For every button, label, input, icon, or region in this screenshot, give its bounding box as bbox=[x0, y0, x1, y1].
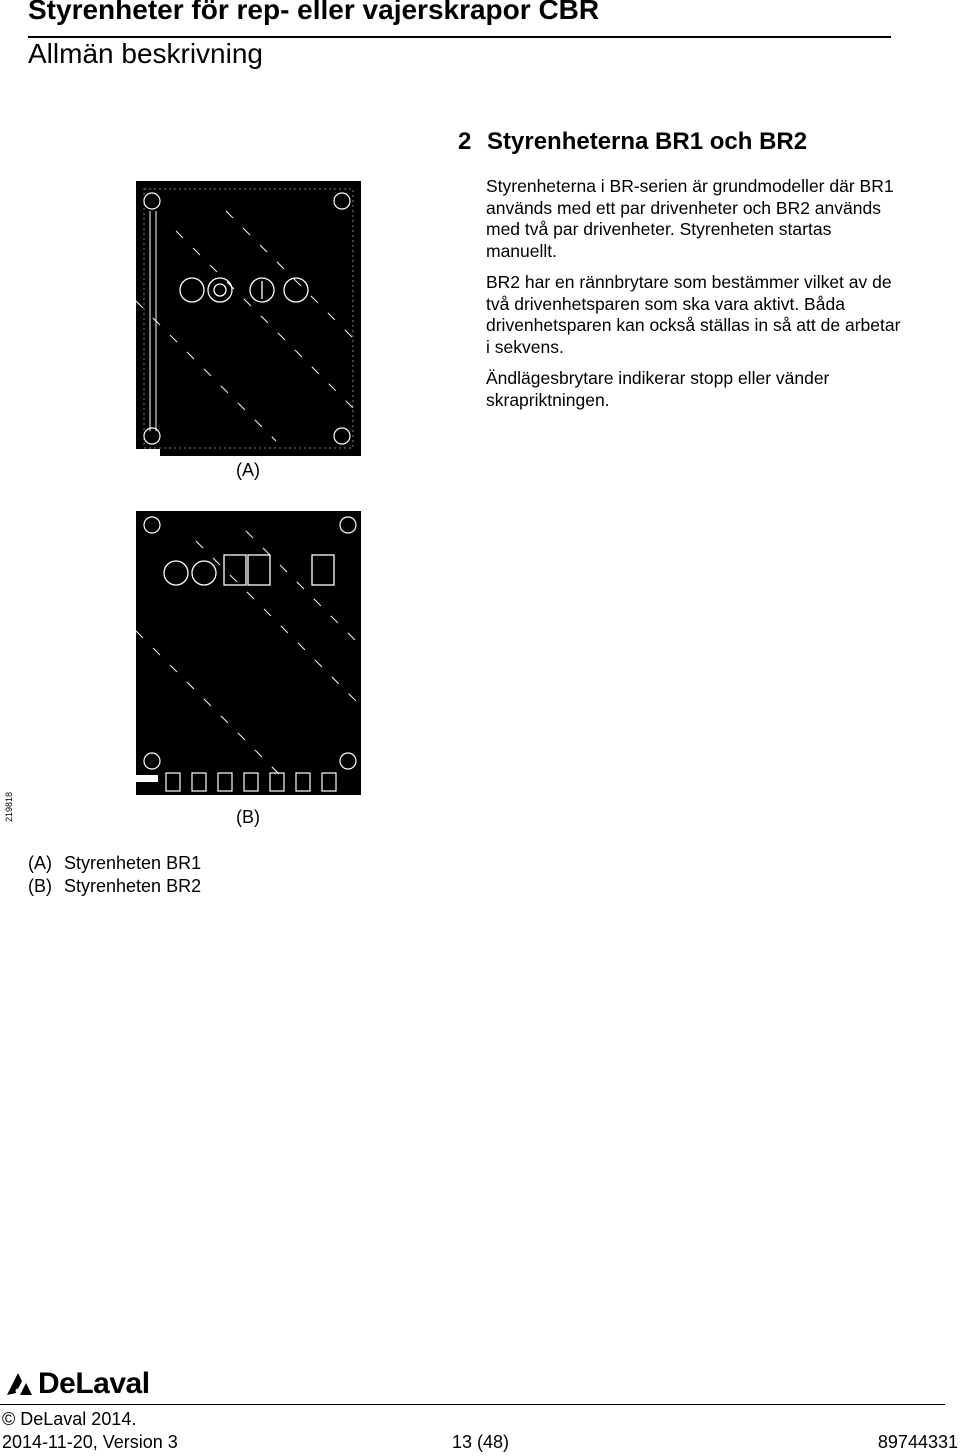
legend-item-a bbox=[28, 853, 201, 874]
paragraph-2: BR2 har en rännbrytare som bestämmer vilket av de två drivenhetsparen som ska vara aktivt. Båda drivenhetsparen kan också ställas in så att de arbetar i sekvens. bbox=[486, 272, 901, 357]
section-number: 2 bbox=[458, 128, 472, 155]
section-title: Styrenheterna BR1 och BR2 bbox=[487, 128, 808, 155]
figure-br1-image bbox=[136, 181, 361, 456]
logo-wordmark: DeLaval bbox=[38, 1367, 150, 1400]
delaval-logo bbox=[4, 1368, 150, 1400]
footer-copyright: © DeLaval 2014. bbox=[2, 1409, 137, 1429]
control-unit-br1-drawing bbox=[136, 181, 361, 456]
legend-text-b: Styrenheten BR2 bbox=[64, 876, 202, 896]
legend-key-a: (A) bbox=[28, 853, 52, 873]
legend-text-a: Styrenheten BR1 bbox=[64, 853, 202, 873]
figure-b-caption: (B) bbox=[236, 807, 260, 827]
footer-rule bbox=[0, 1404, 945, 1405]
figure-br2-image bbox=[136, 511, 361, 795]
footer-page-number: 13 (48) bbox=[452, 1432, 510, 1452]
legend-key-b: (B) bbox=[28, 876, 52, 896]
document-title: Styrenheter för rep- eller vajerskrapor CBR bbox=[28, 0, 600, 25]
figure-a-caption: (A) bbox=[236, 460, 260, 480]
paragraph-1: Styrenheterna i BR-serien är grundmodeller där BR1 används med ett par drivenheter och BR2 används med två par drivenheter. Styrenheten startas manuellt. bbox=[486, 176, 894, 261]
document-subtitle: Allmän beskrivning bbox=[28, 38, 263, 69]
figure-id: 219818 bbox=[4, 791, 14, 822]
footer-version: 2014-11-20, Version 3 bbox=[2, 1432, 178, 1452]
delaval-emblem-icon bbox=[4, 1369, 34, 1399]
control-unit-br2-drawing bbox=[136, 511, 361, 795]
paragraph-3: Ändlägesbrytare indikerar stopp eller vänder skrapriktningen. bbox=[486, 368, 830, 410]
legend-item-b bbox=[28, 876, 201, 897]
section-heading bbox=[458, 128, 807, 156]
footer-document-number: 89744331 bbox=[877, 1432, 958, 1452]
